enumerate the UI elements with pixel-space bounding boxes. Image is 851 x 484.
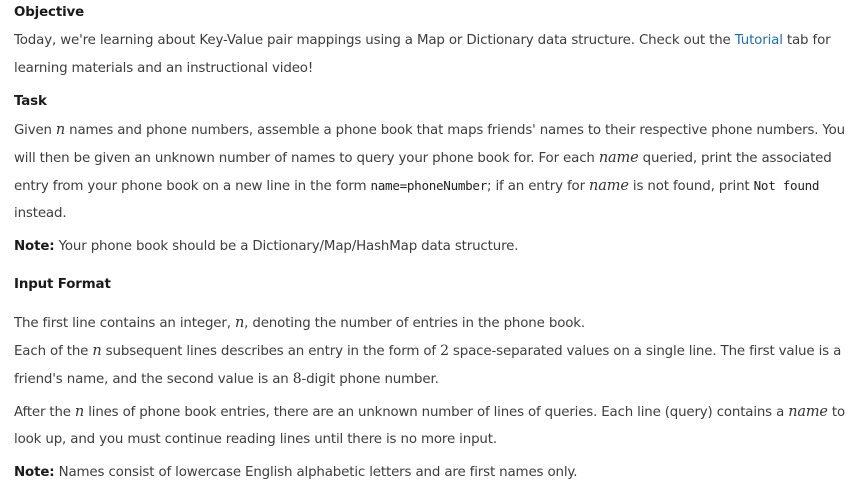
objective-line-2: learning materials and an instructional video! [14, 61, 314, 76]
math-num-2: 2 [440, 343, 449, 359]
code-not-found: Not found [753, 178, 820, 193]
math-var-n: n [234, 315, 245, 331]
task-text: queried, print the associated [638, 151, 832, 166]
math-var-name: name [598, 150, 639, 166]
note-label: Note: [14, 239, 55, 254]
task-line-2 [14, 149, 832, 168]
input-text: subsequent lines describes an entry in the form of [101, 344, 441, 359]
task-text: Given [14, 123, 56, 138]
math-var-n: n [92, 343, 102, 359]
math-num-8: 8 [292, 371, 302, 387]
input-text: lines of phone book entries, there are an unknown number of lines of queries. Each line (query) contains a [84, 405, 789, 420]
task-line-1 [14, 121, 845, 140]
task-text: is not found, print [628, 179, 754, 194]
task-text: ; if an entry for [487, 179, 590, 194]
code-name-phone: name=phoneNumber [370, 178, 487, 193]
input-line-2 [14, 342, 841, 361]
objective-heading: Objective [14, 5, 85, 20]
input-format-heading: Input Format [14, 277, 111, 292]
input-text: -digit phone number. [301, 372, 439, 387]
task-text: names and phone numbers, assemble a phone book that maps friends' names to their respective phone numbers. You [65, 123, 845, 138]
task-text: will then be given an unknown number of names to query your phone book for. For each [14, 151, 599, 166]
input-line-4 [14, 403, 845, 422]
task-note [14, 238, 518, 256]
task-text: entry from your phone book on a new line in the form [14, 179, 371, 194]
math-var-name: name [589, 178, 629, 194]
input-line-1 [14, 314, 585, 333]
input-text: , denoting the number of entries in the phone book. [244, 316, 585, 331]
note-text: Your phone book should be a Dictionary/Map/HashMap data structure. [54, 239, 519, 254]
input-line-5: look up, and you must continue reading lines until there is no more input. [14, 432, 497, 447]
input-text: The first line contains an integer, [14, 316, 235, 331]
note-text: Names consist of lowercase English alphabetic letters and are first names only. [54, 465, 578, 480]
task-line-4: instead. [14, 206, 67, 221]
input-line-3 [14, 370, 439, 389]
input-text: friend's name, and the second value is an [14, 372, 293, 387]
note-label: Note: [14, 465, 55, 480]
math-var-n: n [74, 404, 85, 420]
input-text: After the [14, 405, 75, 420]
objective-line-1 [14, 32, 830, 50]
input-text: space-separated values on a single line. The first value is a [448, 344, 842, 359]
math-var-name: name [788, 404, 828, 420]
input-text: to [827, 405, 845, 420]
task-line-3 [14, 177, 819, 196]
input-note [14, 464, 577, 482]
objective-text: Today, we're learning about Key-Value pair mappings using a Map or Dictionary data structure. Check out the [14, 33, 735, 48]
math-var-n: n [55, 122, 66, 138]
task-heading: Task [14, 94, 47, 109]
objective-text: tab for [782, 33, 831, 48]
tutorial-link[interactable]: Tutorial [734, 33, 783, 48]
input-text: Each of the [14, 344, 93, 359]
